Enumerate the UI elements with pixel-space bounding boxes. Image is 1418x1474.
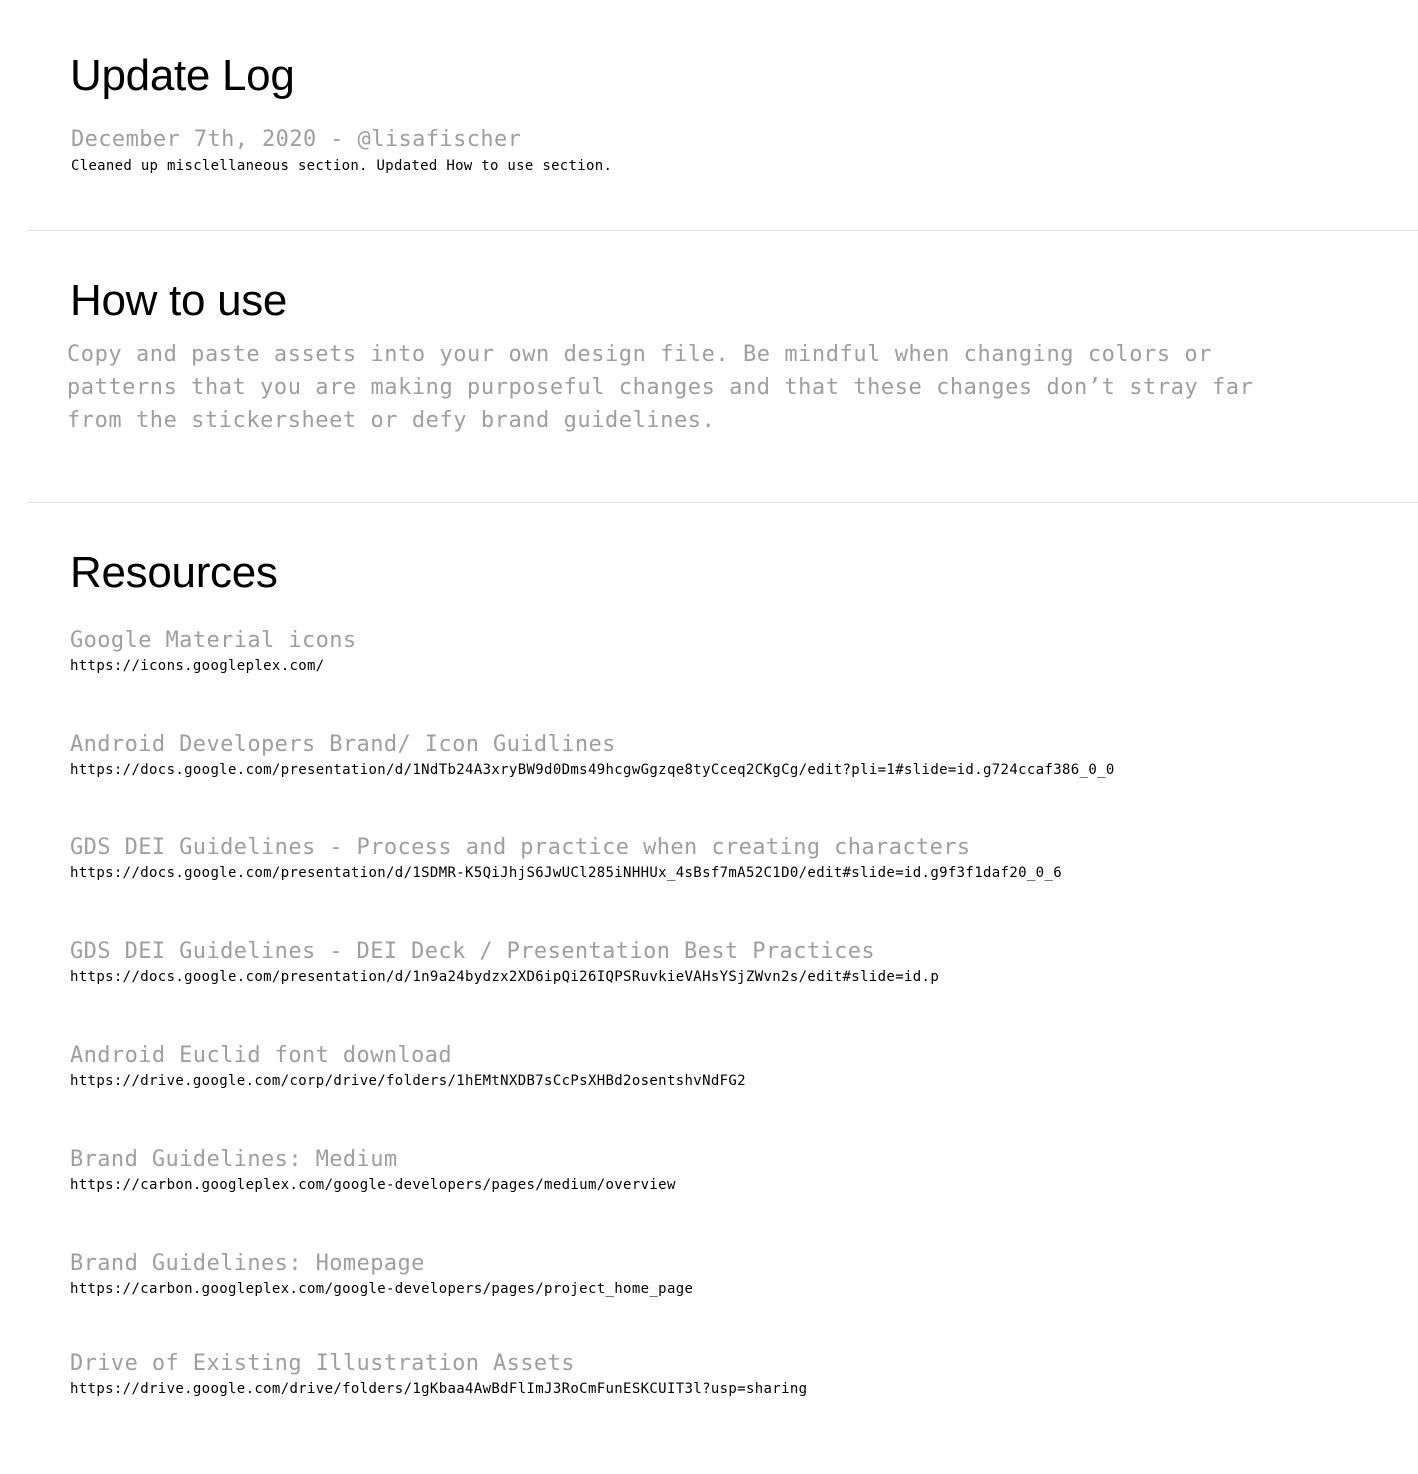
resource-item [70, 1149, 676, 1192]
resource-link[interactable]: https://carbon.googleplex.com/google-developers/pages/medium/overview [70, 1177, 676, 1193]
resource-link[interactable]: https://icons.googleplex.com/ [70, 658, 325, 674]
resource-link[interactable]: https://docs.google.com/presentation/d/1NdTb24A3xryBW9d0Dms49hcgwGgzqe8tyCceq2CKgCg/edit?pli=1#slide=id.g724ccaf386_0_0 [70, 762, 1115, 778]
resource-title: Brand Guidelines: Medium [70, 1147, 398, 1172]
resource-item [70, 941, 939, 984]
resource-title: GDS DEI Guidelines - Process and practice when creating characters [70, 835, 971, 860]
log-entry-title: December 7th, 2020 - @lisafischer [71, 127, 522, 152]
resource-link[interactable]: https://drive.google.com/corp/drive/folders/1hEMtNXDB7sCcPsXHBd2osentshvNdFG2 [70, 1073, 746, 1089]
how-to-use-text: Copy and paste assets into your own design file. Be mindful when changing colors or patterns that you are making purposeful changes and that these changes don’t stray far from the stickersheet or defy brand guidelines. [67, 342, 1254, 433]
resource-item [70, 1045, 746, 1088]
resource-item [70, 1353, 807, 1396]
resource-title: Brand Guidelines: Homepage [70, 1251, 425, 1276]
resource-item [70, 1253, 693, 1296]
resource-item [70, 837, 1062, 880]
resource-title: Android Euclid font download [70, 1043, 453, 1068]
section-divider [27, 502, 1418, 503]
how-to-use-heading: How to use [70, 276, 288, 325]
update-log-heading: Update Log [70, 51, 295, 100]
resource-link[interactable]: https://docs.google.com/presentation/d/1n9a24bydzx2XD6ipQi26IQPSRuvkieVAHsYSjZWvn2s/edit#slide=id.p [70, 969, 940, 985]
resource-link[interactable]: https://drive.google.com/drive/folders/1gKbaa4AwBdFlImJ3RoCmFunESKCUIT3l?usp=sharing [70, 1381, 808, 1397]
resource-link[interactable]: https://carbon.googleplex.com/google-developers/pages/project_home_page [70, 1281, 694, 1297]
resource-item [70, 734, 1115, 777]
resource-title: Drive of Existing Illustration Assets [70, 1351, 575, 1376]
resource-link[interactable]: https://docs.google.com/presentation/d/1SDMR-K5QiJhjS6JwUCl285iNHHUx_4sBsf7mA52C1D0/edit#slide=id.g9f3f1daf20_0_6 [70, 865, 1062, 881]
log-entry-body: Cleaned up misclellaneous section. Updated How to use section. [71, 158, 613, 174]
resource-item [70, 630, 357, 673]
update-log-entry [71, 129, 612, 173]
section-divider [27, 230, 1418, 231]
resources-heading: Resources [70, 548, 278, 597]
resource-title: Google Material icons [70, 628, 357, 653]
resource-title: GDS DEI Guidelines - DEI Deck / Presentation Best Practices [70, 939, 876, 964]
resource-title: Android Developers Brand/ Icon Guidlines [70, 732, 616, 757]
